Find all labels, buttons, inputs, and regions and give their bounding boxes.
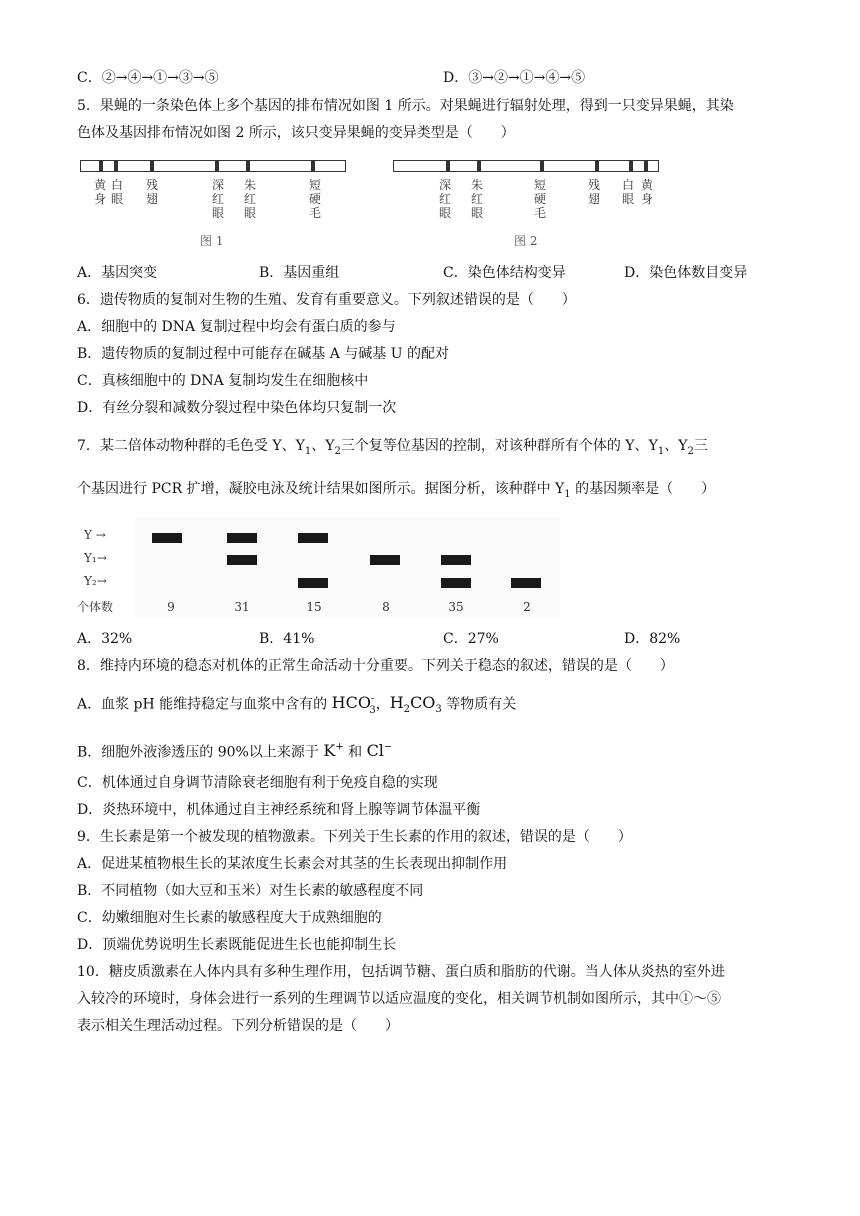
gel-band	[370, 555, 400, 565]
q8-option-d: D．炎热环境中，机体通过自主神经系统和肾上腺等调节体温平衡	[77, 802, 481, 818]
gel-band	[298, 578, 328, 588]
gene-band	[629, 161, 633, 171]
q7-stem-line1: 7．某二倍体动物种群的毛色受 Y、$Y_1$、$Y_2$三个复等位基因的控制，对该种群所有个体的 Y、$Y_1$、$Y_2$三	[77, 438, 708, 457]
gene-label: 黄身	[640, 178, 653, 206]
gel-band	[227, 555, 257, 565]
gene-label: 残翅	[587, 178, 600, 206]
gene-band	[540, 161, 544, 171]
gene-band	[477, 161, 481, 171]
gel-band	[298, 533, 328, 543]
q9-option-b: B．不同植物（如大豆和玉米）对生长素的敏感程度不同	[77, 883, 424, 899]
hco3-formula: $HCO^-_3$	[331, 693, 376, 716]
gene-label: 残翅	[145, 178, 158, 206]
gene-band	[99, 161, 103, 171]
q7-stem-line2: 个基因进行 PCR 扩增，凝胶电泳及统计结果如图所示。据图分析，该种群中 $Y_1$ 的基因频率是（ ）	[77, 481, 716, 500]
q9-option-d: D．顶端优势说明生长素既能促进生长也能抑制生长	[77, 937, 397, 953]
gene-label: 短硬毛	[533, 178, 546, 220]
gene-label: 短硬毛	[308, 178, 321, 220]
gel-band	[227, 533, 257, 543]
individual-count: 15	[306, 600, 322, 614]
gel-row-label: Y₁→	[84, 551, 107, 565]
q10-stem-line2: 入较冷的环境时，身体会进行一系列的生理调节以适应温度的变化，相关调节机制如图所示，其中①～⑤	[77, 991, 721, 1007]
allele-y1: $Y_1$	[295, 438, 312, 457]
gene-band	[644, 161, 648, 171]
figure-caption: 图 2	[514, 234, 538, 248]
individual-count: 9	[167, 600, 175, 614]
gene-label: 黄身	[93, 178, 106, 206]
chromosome-bar	[393, 160, 659, 172]
q5-option-a: A．基因突变	[77, 265, 158, 281]
q7-option-b: B．41%	[259, 631, 315, 647]
gel-row-label: Y →	[84, 528, 106, 542]
q9-option-a: A．促进某植物根生长的某浓度生长素会对其茎的生长表现出抑制作用	[77, 856, 508, 872]
h2co3-formula: $H_2CO_3$	[389, 693, 442, 716]
q6-option-c: C．真核细胞中的 DNA 复制均发生在细胞核中	[77, 373, 369, 389]
gene-label: 深红眼	[211, 178, 224, 220]
q10-stem-line1: 10．糖皮质激素在人体内具有多种生理作用，包括调节糖、蛋白质和脂肪的代谢。当人体从炎热的室外进	[77, 964, 725, 980]
gene-band	[595, 161, 599, 171]
q7-option-a: A．32%	[77, 631, 133, 647]
q8-option-a: A．血浆 pH 能维持稳定与血浆中含有的 $HCO^-_3$，$H_2CO_3$ 等物质有关	[77, 693, 517, 716]
gene-label: 朱红眼	[243, 178, 256, 220]
q5-stem-line1: 5．果蝇的一条染色体上多个基因的排布情况如图 1 所示。对果蝇进行辐射处理，得到一只变异果蝇，其染	[77, 98, 734, 114]
gene-band	[446, 161, 450, 171]
individual-count: 2	[523, 600, 531, 614]
q8-option-c: C．机体通过自身调节清除衰老细胞有利于免疫自稳的实现	[77, 775, 438, 791]
gel-band	[152, 533, 182, 543]
q5-stem-line2: 色体及基因排布情况如图 2 所示，该只变异果蝇的变异类型是（ ）	[77, 125, 515, 141]
gene-band	[246, 161, 250, 171]
q8-option-b: B．细胞外液渗透压的 90%以上来源于 K+ 和 Cl−	[77, 741, 393, 761]
gel-count-label: 个体数	[77, 600, 114, 614]
q6-option-d: D．有丝分裂和减数分裂过程中染色体均只复制一次	[77, 400, 397, 416]
gene-label: 白眼	[621, 178, 634, 206]
q6-option-b: B．遗传物质的复制过程中可能存在碱基 A 与碱基 U 的配对	[77, 346, 449, 362]
individual-count: 35	[448, 600, 464, 614]
potassium-ion: K+	[323, 741, 344, 761]
allele-y1: $Y_1$	[648, 438, 665, 457]
allele-y2: $Y_2$	[325, 438, 341, 457]
q7-stem-text: 7．某二倍体动物种群的毛色受 Y、	[77, 438, 296, 454]
gene-band	[114, 161, 118, 171]
q5-option-c: C．染色体结构变异	[443, 265, 566, 281]
q9-stem: 9．生长素是第一个被发现的植物激素。下列关于生长素的作用的叙述，错误的是（ ）	[77, 829, 632, 845]
gel-band	[441, 555, 471, 565]
q5-option-d: D．染色体数目变异	[624, 265, 748, 281]
gel-band	[511, 578, 541, 588]
q7-option-c: C．27%	[443, 631, 499, 647]
gene-band	[215, 161, 219, 171]
q5-option-b: B．基因重组	[259, 265, 340, 281]
gel-band	[441, 578, 471, 588]
chromosome-bar	[80, 160, 346, 172]
gene-label: 白眼	[110, 178, 123, 206]
gene-band	[311, 161, 315, 171]
q7-option-d: D．82%	[624, 631, 681, 647]
q8-stem: 8．维持内环境的稳态对机体的正常生命活动十分重要。下列关于稳态的叙述，错误的是（ ）	[77, 658, 674, 674]
gene-label: 深红眼	[438, 178, 451, 220]
gel-background	[135, 517, 560, 617]
individual-count: 8	[382, 600, 390, 614]
q6-option-a: A．细胞中的 DNA 复制过程中均会有蛋白质的参与	[77, 319, 396, 335]
gene-label: 朱红眼	[470, 178, 483, 220]
q10-stem-line3: 表示相关生理活动过程。下列分析错误的是（ ）	[77, 1018, 399, 1034]
chloride-ion: Cl−	[366, 741, 393, 761]
allele-y1: $Y_1$	[555, 481, 571, 500]
gene-band	[150, 161, 154, 171]
allele-y2: $Y_2$	[678, 438, 694, 457]
q9-option-c: C．幼嫩细胞对生长素的敏感程度大于成熟细胞的	[77, 910, 382, 926]
figure-caption: 图 1	[200, 234, 224, 248]
gel-row-label: Y₂→	[84, 574, 107, 588]
q4-option-d: D．③→②→①→④→⑤	[443, 70, 586, 86]
individual-count: 31	[234, 600, 250, 614]
q4-option-c: C．②→④→①→③→⑤	[77, 70, 219, 86]
q6-stem: 6．遗传物质的复制对生物的生殖、发育有重要意义。下列叙述错误的是（ ）	[77, 292, 576, 308]
